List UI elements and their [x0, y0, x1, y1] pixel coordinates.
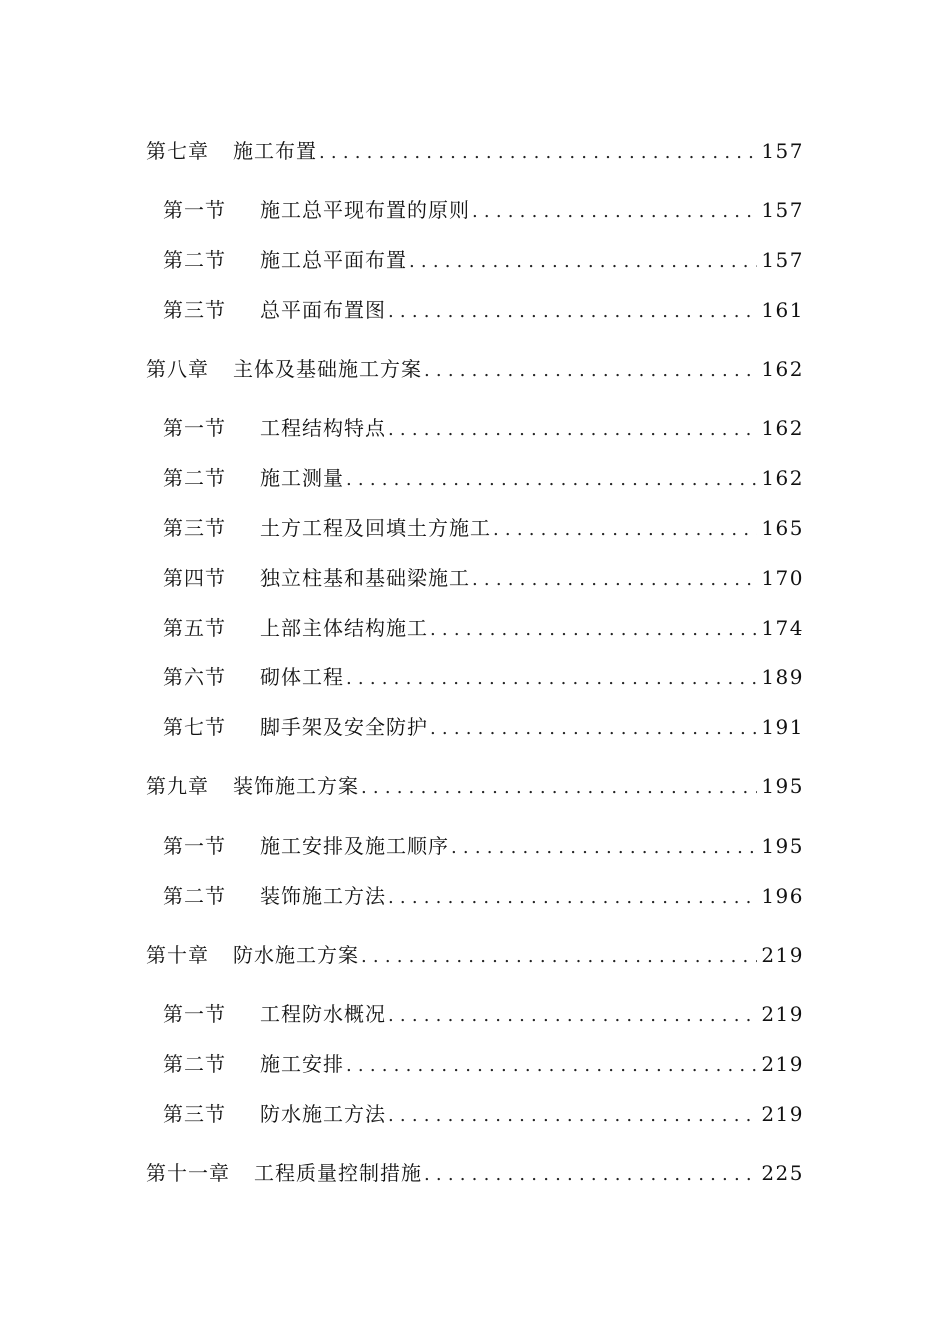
- toc-section-entry[interactable]: [163, 415, 804, 443]
- toc-section-entry[interactable]: [163, 465, 804, 493]
- toc-entry-page-number: 162: [761, 357, 804, 381]
- dot-leader: [409, 249, 757, 275]
- dot-leader: [493, 517, 757, 543]
- dot-leader: [472, 567, 757, 593]
- toc-entry-title: 施工安排: [260, 1052, 344, 1076]
- toc-entry-page-number: 219: [761, 1002, 804, 1026]
- dot-leader: [361, 944, 757, 970]
- dot-leader: [346, 1053, 757, 1079]
- toc-entry-title: 防水施工方案: [233, 943, 359, 967]
- dot-leader: [388, 299, 757, 325]
- toc-entry-page-number: 162: [761, 466, 804, 490]
- toc-entry-title: 总平面布置图: [260, 298, 386, 322]
- toc-entry-page-number: 170: [761, 566, 804, 590]
- toc-chapter-entry[interactable]: [146, 138, 804, 166]
- toc-entry-title: 独立柱基和基础梁施工: [260, 566, 470, 590]
- toc-section-entry[interactable]: [163, 515, 804, 543]
- dot-leader: [388, 885, 757, 911]
- toc-section-entry[interactable]: [163, 883, 804, 911]
- toc-entry-label: 第三节: [163, 516, 226, 540]
- toc-entry-title: 施工总平面布置: [260, 248, 407, 272]
- toc-entry-title: 装饰施工方案: [233, 774, 359, 798]
- toc-entry-page-number: 195: [761, 774, 804, 798]
- toc-entry-page-number: 157: [761, 198, 804, 222]
- toc-entry-title: 施工总平现布置的原则: [260, 198, 470, 222]
- toc-entry-label: 第十一章: [146, 1161, 230, 1185]
- toc-entry-title: 主体及基础施工方案: [233, 357, 422, 381]
- dot-leader: [388, 1003, 757, 1029]
- toc-entry-page-number: 191: [761, 715, 804, 739]
- toc-entry-page-number: 157: [761, 248, 804, 272]
- dot-leader: [424, 358, 757, 384]
- toc-section-entry[interactable]: [163, 297, 804, 325]
- toc-entry-title: 砌体工程: [260, 665, 344, 689]
- toc-entry-title: 工程防水概况: [260, 1002, 386, 1026]
- toc-section-entry[interactable]: [163, 833, 804, 861]
- toc-section-entry[interactable]: [163, 565, 804, 593]
- toc-entry-label: 第七节: [163, 715, 226, 739]
- dot-leader: [388, 1103, 757, 1129]
- toc-entry-label: 第四节: [163, 566, 226, 590]
- toc-entry-label: 第七章: [146, 139, 209, 163]
- toc-entry-page-number: 225: [761, 1161, 804, 1185]
- toc-entry-title: 施工安排及施工顺序: [260, 834, 449, 858]
- toc-entry-label: 第一节: [163, 198, 226, 222]
- toc-entry-page-number: 196: [761, 884, 804, 908]
- toc-entry-label: 第八章: [146, 357, 209, 381]
- toc-entry-label: 第十章: [146, 943, 209, 967]
- toc-entry-title: 工程质量控制措施: [254, 1161, 422, 1185]
- toc-entry-label: 第一节: [163, 416, 226, 440]
- toc-section-entry[interactable]: [163, 1051, 804, 1079]
- toc-entry-label: 第一节: [163, 1002, 226, 1026]
- toc-entry-label: 第三节: [163, 1102, 226, 1126]
- toc-section-entry[interactable]: [163, 615, 804, 643]
- toc-entry-title: 工程结构特点: [260, 416, 386, 440]
- dot-leader: [319, 140, 757, 166]
- dot-leader: [361, 775, 757, 801]
- toc-entry-label: 第九章: [146, 774, 209, 798]
- dot-leader: [346, 666, 757, 692]
- toc-chapter-entry[interactable]: [146, 1160, 804, 1188]
- dot-leader: [430, 716, 757, 742]
- toc-entry-page-number: 157: [761, 139, 804, 163]
- toc-entry-page-number: 161: [761, 298, 804, 322]
- toc-entry-title: 防水施工方法: [260, 1102, 386, 1126]
- toc-entry-page-number: 219: [761, 1102, 804, 1126]
- toc-entry-label: 第三节: [163, 298, 226, 322]
- dot-leader: [346, 467, 757, 493]
- toc-chapter-entry[interactable]: [146, 356, 804, 384]
- toc-chapter-entry[interactable]: [146, 773, 804, 801]
- toc-entry-page-number: 195: [761, 834, 804, 858]
- toc-entry-label: 第一节: [163, 834, 226, 858]
- toc-entry-title: 施工布置: [233, 139, 317, 163]
- dot-leader: [472, 199, 757, 225]
- toc-entry-label: 第六节: [163, 665, 226, 689]
- toc-entry-label: 第二节: [163, 1052, 226, 1076]
- toc-section-entry[interactable]: [163, 714, 804, 742]
- toc-entry-page-number: 162: [761, 416, 804, 440]
- toc-section-entry[interactable]: [163, 247, 804, 275]
- toc-entry-title: 施工测量: [260, 466, 344, 490]
- toc-entry-page-number: 219: [761, 1052, 804, 1076]
- toc-entry-title: 土方工程及回填土方施工: [260, 516, 491, 540]
- toc-entry-page-number: 165: [761, 516, 804, 540]
- toc-entry-title: 上部主体结构施工: [260, 616, 428, 640]
- toc-entry-title: 脚手架及安全防护: [260, 715, 428, 739]
- toc-entry-label: 第五节: [163, 616, 226, 640]
- toc-entry-page-number: 219: [761, 943, 804, 967]
- dot-leader: [388, 417, 757, 443]
- toc-section-entry[interactable]: [163, 1101, 804, 1129]
- toc-chapter-entry[interactable]: [146, 942, 804, 970]
- toc-section-entry[interactable]: [163, 1001, 804, 1029]
- toc-entry-title: 装饰施工方法: [260, 884, 386, 908]
- toc-entry-label: 第二节: [163, 248, 226, 272]
- toc-section-entry[interactable]: [163, 664, 804, 692]
- toc-entry-page-number: 189: [761, 665, 804, 689]
- dot-leader: [424, 1162, 757, 1188]
- toc-section-entry[interactable]: [163, 197, 804, 225]
- toc-entry-label: 第二节: [163, 884, 226, 908]
- dot-leader: [430, 617, 757, 643]
- toc-entry-page-number: 174: [761, 616, 804, 640]
- dot-leader: [451, 835, 757, 861]
- toc-entry-label: 第二节: [163, 466, 226, 490]
